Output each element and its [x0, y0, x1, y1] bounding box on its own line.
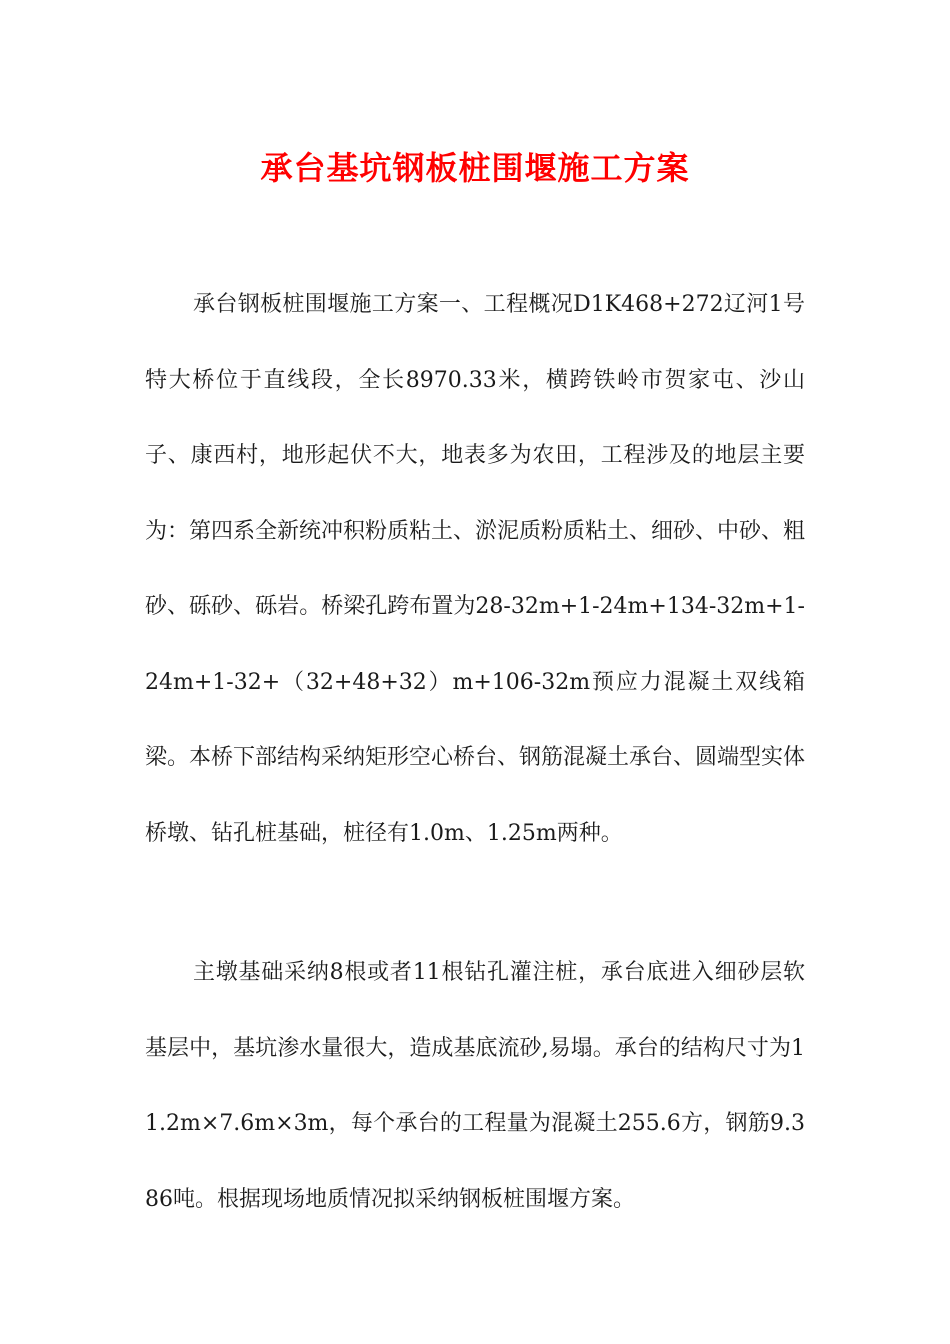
document-title: 承台基坑钢板桩围堰施工方案: [260, 149, 690, 187]
body-paragraph-foundation: 主墩基础采纳8根或者11根钻孔灌注桩，承台底进入细砂层软基层中，基坑渗水量很大，造成基底流砂,易塌。承台的结构尺寸为11.2m×7.6m×3m，每个承台的工程量为混凝土255.6方，钢筋9.386吨。根据现场地质情况拟采纳钢板桩围堰方案。: [145, 960, 805, 1212]
body-paragraph-overview: 承台钢板桩围堰施工方案一、工程概况D1K468+272辽河1号特大桥位于直线段，全长8970.33米，横跨铁岭市贺家屯、沙山子、康西村，地形起伏不大，地表多为农田，工程涉及的地层主要为：第四系全新统冲积粉质粘土、淤泥质粉质粘土、细砂、中砂、粗砂、砾砂、砾岩。桥梁孔跨布置为28-32m+1-24m+134-32m+1-24m+1-32+（32+48+32）m+106-32m预应力混凝土双线箱梁。本桥下部结构采纳矩形空心桥台、钢筋混凝土承台、圆端型实体桥墩、钻孔桩基础，桩径有1.0m、1.25m两种。: [145, 292, 806, 846]
